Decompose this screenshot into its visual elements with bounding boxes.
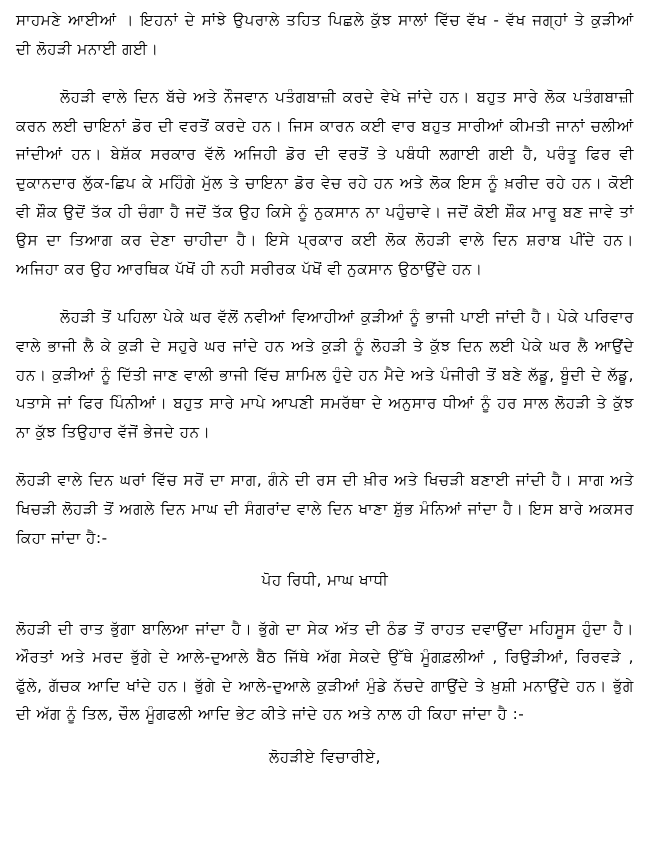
saying-poh-ridhi: ਪੋਹ ਰਿਧੀ, ਮਾਘ ਖਾਧੀ	[261, 571, 389, 590]
paragraph-bhaji-gifts: ਲੋਹੜੀ ਤੋਂ ਪਹਿਲਾ ਪੇਕੇ ਘਰ ਵੱਲੋਂ ਨਵੀਆਂ ਵਿਆਹੀਆਂ ਕੁੜੀਆਂ ਨੂੰ ਭਾਜੀ ਪਾਈ ਜਾਂਦੀ ਹੈ। ਪੇਕੇ ਪਰਿਵਾਰ ਵਾਲੇ ਭਾਜੀ ਲੈ ਕੇ ਕੁੜੀ ਦੇ ਸਹੁਰੇ ਘਰ ਜਾਂਦੇ ਹਨ ਅਤੇ ਕੁੜੀ ਨੂੰ ਲੋਹੜੀ ਤੇ ਕੁੱਝ ਦਿਨ ਲਈ ਪੇਕੇ ਘਰ ਲੈ ਆਉਂਦੇ ਹਨ। ਕੁੜੀਆਂ ਨੂੰ ਦਿੱਤੀ ਜਾਣ ਵਾਲੀ ਭਾਜੀ ਵਿੱਚ ਸ਼ਾਮਿਲ ਹੁੰਦੇ ਹਨ ਮੈਦੇ ਅਤੇ ਪੰਜੀਰੀ ਤੋਂ ਬਣੇ ਲੱਡੂ, ਬੂੰਦੀ ਦੇ ਲੱਡੂ, ਪਤਾਸੇ ਜਾਂ ਫਿਰ ਪਿੰਨੀਆਂ। ਬਹੁਤ ਸਾਰੇ ਮਾਪੇ ਆਪਣੀ ਸਮਰੱਥਾ ਦੇ ਅਨੁਸਾਰ ਧੀਆਂ ਨੂੰ ਹਰ ਸਾਲ ਲੋਹੜੀ ਤੇ ਕੁੱਝ ਨਾ ਕੁੱਝ ਤਿਉਹਾਰ ਵੱਜੋਂ ਭੇਜਦੇ ਹਨ।	[16, 308, 634, 441]
paragraph-bonfire: ਲੋਹੜੀ ਦੀ ਰਾਤ ਭੁੱਗਾ ਬਾਲਿਆ ਜਾਂਦਾ ਹੈ। ਭੁੱਗੇ ਦਾ ਸੇਕ ਅੱਤ ਦੀ ਠੰਡ ਤੋਂ ਰਾਹਤ ਦਵਾਉਂਦਾ ਮਹਿਸੂਸ ਹੁੰਦਾ ਹੈ। ਔਰਤਾਂ ਅਤੇ ਮਰਦ ਭੁੱਗੇ ਦੇ ਆਲੇ-ਦੁਆਲੇ ਬੈਠ ਜਿੱਥੇ ਅੱਗ ਸੇਕਦੇ ਉੱਥੇ ਮੂੰਗਫ਼ਲੀਆਂ , ਰਿਉੜੀਆਂ, ਰਿਰਵੜੇ , ਫੁੱਲੇ, ਗੱਚਕ ਆਦਿ ਖਾਂਦੇ ਹਨ। ਭੁੱਗੇ ਦੇ ਆਲੇ-ਦੁਆਲੇ ਕੁੜੀਆਂ ਮੁੰਡੇ ਨੱਚਦੇ ਗਾਉਂਦੇ ਤੇ ਖ਼ੁਸ਼ੀ ਮਨਾਉਂਦੇ ਹਨ। ਭੁੱਗੇ ਦੀ ਅੱਗ ਨੂੰ ਤਿਲ, ਚੌਲ ਮੂੰਗਫਲੀ ਆਦਿ ਭੇਟ ਕੀਤੇ ਜਾਂਦੇ ਹਨ ਅਤੇ ਨਾਲ ਹੀ ਕਿਹਾ ਜਾਂਦਾ ਹੈ :-	[16, 619, 634, 724]
paragraph-kite-flying: ਲੋਹੜੀ ਵਾਲੇ ਦਿਨ ਬੱਚੇ ਅਤੇ ਨੌਜਵਾਨ ਪਤੰਗਬਾਜ਼ੀ ਕਰਦੇ ਵੇਖੇ ਜਾਂਦੇ ਹਨ। ਬਹੁਤ ਸਾਰੇ ਲੋਕ ਪਤੰਗਬਾਜ਼ੀ ਕਰਨ ਲਈ ਚਾਇਨਾਂ ਡੋਰ ਦੀ ਵਰਤੋਂ ਕਰਦੇ ਹਨ। ਜਿਸ ਕਾਰਨ ਕਈ ਵਾਰ ਬਹੁਤ ਸਾਰੀਆਂ ਕੀਮਤੀ ਜਾਨਾਂ ਚਲੀਆਂ ਜਾਂਦੀਆਂ ਹਨ। ਬੇਸ਼ੱਕ ਸਰਕਾਰ ਵੱਲੋ ਅਜਿਹੀ ਡੋਰ ਦੀ ਵਰਤੋਂ ਤੇ ਪਬੰਧੀ ਲਗਾਈ ਗਈ ਹੈ, ਪਰੰਤੂ ਫਿਰ ਵੀ ਦੁਕਾਨਦਾਰ ਲੁੱਕ-ਛਿਪ ਕੇ ਮਹਿੰਗੇ ਮੁੱਲ ਤੇ ਚਾਇਨਾ ਡੋਰ ਵੇਚ ਰਹੇ ਹਨ ਅਤੇ ਲੋਕ ਇਸ ਨੂੰ ਖ਼ਰੀਦ ਰਹੇ ਹਨ। ਕੋਈ ਵੀ ਸ਼ੌਕ ਉਦੋਂ ਤੱਕ ਹੀ ਚੰਗਾ ਹੈ ਜਦੋਂ ਤੱਕ ਉਹ ਕਿਸੇ ਨੂੰ ਨੁਕਸਾਨ ਨਾ ਪਹੁੰਚਾਵੇ। ਜਦੋਂ ਕੋਈ ਸ਼ੌਕ ਮਾਰੂ ਬਣ ਜਾਵੇ ਤਾਂ ਉਸ ਦਾ ਤਿਆਗ ਕਰ ਦੇਣਾ ਚਾਹੀਦਾ ਹੈ। ਇਸੇ ਪ੍ਰਕਾਰ ਕਈ ਲੋਕ ਲੋਹੜੀ ਵਾਲੇ ਦਿਨ ਸ਼ਰਾਬ ਪੀਂਦੇ ਹਨ। ਅਜਿਹਾ ਕਰ ਉਹ ਆਰਥਿਕ ਪੱਖੋਂ ਹੀ ਨਹੀ ਸਰੀਰਕ ਪੱਖੋਂ ਵੀ ਨੁਕਸਾਨ ਉਠਾਉਂਦੇ ਹਨ।	[16, 88, 634, 278]
paragraph-intro-continuation: ਸਾਹਮਣੇ ਆਈਆਂ । ਇਹਨਾਂ ਦੇ ਸਾਂਝੇ ਉਪਰਾਲੇ ਤਹਿਤ ਪਿਛਲੇ ਕੁੱਝ ਸਾਲਾਂ ਵਿੱਚ ਵੱਖ - ਵੱਖ ਜਗ੍ਹਾਂ ਤੇ ਕੁੜੀਆਂ ਦੀ ਲੋਹੜੀ ਮਨਾਈ ਗਈ।	[16, 11, 634, 58]
paragraph-saag-khichdi: ਲੋਹੜੀ ਵਾਲੇ ਦਿਨ ਘਰਾਂ ਵਿੱਚ ਸਰੋਂ ਦਾ ਸਾਗ, ਗੰਨੇ ਦੀ ਰਸ ਦੀ ਖ਼ੀਰ ਅਤੇ ਖਿਚੜੀ ਬਣਾਈ ਜਾਂਦੀ ਹੈ। ਸਾਗ ਅਤੇ ਖਿਚੜੀ ਲੋਹੜੀ ਤੋਂ ਅਗਲੇ ਦਿਨ ਮਾਘ ਦੀ ਸੰਗਰਾਂਦ ਵਾਲੇ ਦਿਨ ਖਾਣਾ ਸ਼ੁੱਭ ਮੰਨਿਆਂ ਜਾਂਦਾ ਹੈ। ਇਸ ਬਾਰੇ ਅਕਸਰ ਕਿਹਾ ਜਾਂਦਾ ਹੈ:-	[16, 471, 634, 547]
verse-lohriye-vichariye: ਲੋਹੜੀਏ ਵਿਚਾਰੀਏ,	[269, 748, 381, 767]
